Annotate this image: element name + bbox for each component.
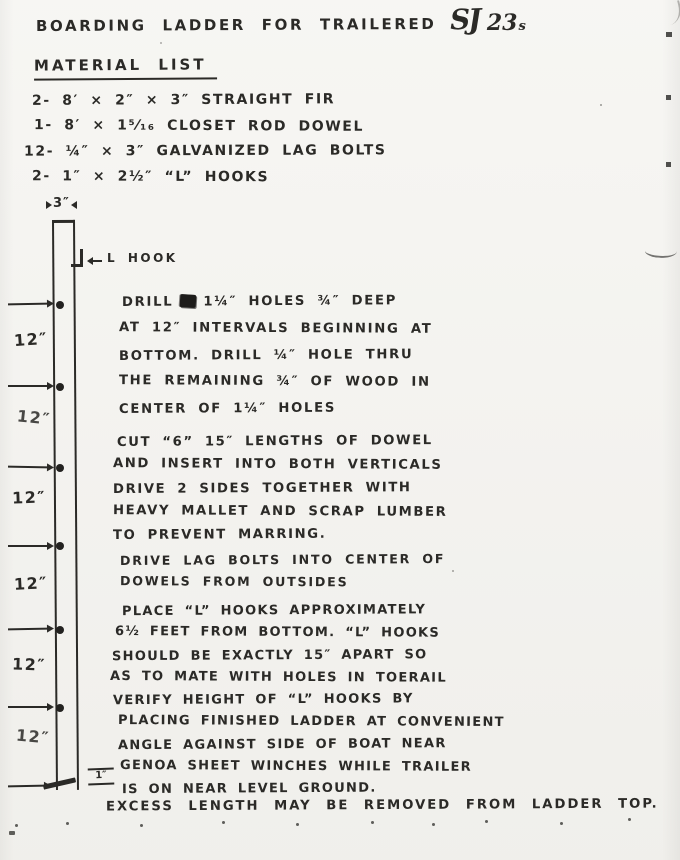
title-text: BOARDING LADDER FOR TRAILERED	[35, 14, 437, 36]
page-corner-curl	[662, 0, 680, 26]
interval-label: 12″	[13, 573, 49, 594]
drill-hole-dot	[56, 542, 64, 550]
step-line: HEAVY MALLET AND SCRAP LUMBER	[112, 503, 448, 520]
material-list-heading: MATERIAL LIST	[34, 55, 217, 80]
base-width-dimension: 1″	[88, 768, 115, 786]
step-line: IS ON NEAR LEVEL GROUND.	[121, 780, 377, 798]
step-drill-holes	[119, 289, 432, 423]
scan-speck	[222, 821, 225, 824]
step-line-text: DRILL	[121, 294, 174, 310]
scan-edge-mark	[666, 32, 672, 37]
scan-speck	[9, 831, 15, 835]
step-lag-bolts	[120, 549, 445, 593]
footer-note: EXCESS LENGTH MAY BE REMOVED FROM LADDER TOP.	[105, 796, 659, 815]
step-line: GENOA SHEET WINCHES WHILE TRAILER	[119, 758, 473, 775]
scan-speck	[485, 820, 488, 823]
interval-label: 12″	[16, 406, 52, 429]
page-curl-mark	[644, 242, 677, 259]
interval-arrow-icon	[8, 303, 48, 306]
step-line: DRIVE 2 SIDES TOGETHER WITH	[112, 479, 412, 497]
scan-edge-mark	[666, 95, 671, 100]
step-line: AS TO MATE WITH HOLES IN TOERAIL	[109, 668, 447, 686]
step-line: DRIVE LAG BOLTS INTO CENTER OF	[119, 551, 446, 568]
scan-speck	[432, 823, 435, 826]
interval-arrow-icon	[8, 385, 48, 387]
drill-hole-dot	[56, 464, 64, 472]
width-dimension-label: 3″	[53, 196, 70, 211]
material-item: 2- 1″ × 2½″ “L” HOOKS	[31, 168, 270, 186]
interval-label: 12″	[13, 328, 49, 351]
scan-speck	[140, 824, 143, 827]
scan-speck	[66, 822, 69, 825]
scan-speck	[371, 821, 374, 824]
step-line: PLACE “L” HOOKS APPROXIMATELY	[121, 602, 427, 620]
interval-label: 12″	[11, 487, 47, 508]
step-line: CENTER OF 1¼″ HOLES	[118, 400, 337, 418]
hook-pointer-arrow-icon	[93, 260, 102, 262]
step-line: BOTTOM. DRILL ¼″ HOLE THRU	[118, 346, 414, 364]
sj23-logo	[449, 2, 526, 37]
scribble-blob	[180, 294, 197, 308]
drill-hole-dot	[56, 301, 64, 309]
step-line	[119, 288, 433, 317]
step-line: THE REMAINING ¾″ OF WOOD IN	[118, 373, 431, 391]
step-line: PLACING FINISHED LADDER AT CONVENIENT	[117, 713, 505, 731]
scan-speck	[628, 818, 631, 821]
scan-speck	[560, 822, 563, 825]
arrow-left-icon	[71, 201, 77, 209]
interval-arrow-icon	[8, 706, 48, 708]
step-line: VERIFY HEIGHT OF “L” HOOKS BY	[112, 691, 414, 709]
material-item: 2- 8′ × 2″ × 3″ STRAIGHT FIR	[31, 91, 336, 109]
l-hook-icon	[71, 249, 83, 267]
scan-speck	[452, 570, 454, 572]
interval-label: 12″	[11, 654, 47, 675]
scan-speck	[600, 104, 602, 106]
logo-sj-mark: SJ	[449, 2, 481, 37]
logo-model-number: 23	[486, 10, 518, 36]
step-line: SHOULD BE EXACTLY 15″ APART SO	[111, 646, 428, 664]
step-place-hooks	[110, 600, 505, 801]
step-line: DOWELS FROM OUTSIDES	[119, 573, 349, 590]
material-list	[24, 88, 387, 191]
scan-speck	[160, 42, 162, 44]
drill-hole-dot	[56, 626, 64, 634]
step-line-text: 1¼″ HOLES ¾″ DEEP	[203, 293, 398, 310]
step-cut-dowels	[113, 430, 447, 546]
scan-speck	[296, 823, 299, 826]
logo-suffix: s	[518, 19, 526, 34]
scan-speck	[15, 824, 18, 827]
width-dimension-callout	[46, 196, 77, 213]
step-line: ANGLE AGAINST SIDE OF BOAT NEAR	[117, 735, 447, 753]
page-title	[35, 2, 526, 37]
interval-arrow-icon	[8, 628, 48, 631]
scan-edge-mark	[666, 162, 671, 167]
interval-arrow-icon	[8, 466, 48, 469]
step-line: 6½ FEET FROM BOTTOM. “L” HOOKS	[114, 624, 441, 641]
interval-label: 12″	[15, 725, 51, 748]
step-line: CUT “6” 15″ LENGTHS OF DOWEL	[116, 433, 433, 450]
material-item: 1- 8′ × 1⁵⁄₁₆ CLOSET ROD DOWEL	[33, 116, 365, 135]
interval-arrow-icon	[8, 545, 48, 547]
drill-hole-dot	[56, 383, 64, 391]
interval-arrow-icon	[8, 785, 45, 788]
step-line: TO PREVENT MARRING.	[112, 526, 327, 544]
arrow-right-icon	[46, 201, 52, 209]
step-line: AT 12″ INTERVALS BEGINNING AT	[118, 319, 433, 337]
material-item: 12- ¼″ × 3″ GALVANIZED LAG BOLTS	[23, 142, 387, 161]
step-line: AND INSERT INTO BOTH VERTICALS	[112, 456, 443, 474]
hook-label: L HOOK	[107, 251, 178, 265]
drill-hole-dot	[56, 704, 64, 712]
